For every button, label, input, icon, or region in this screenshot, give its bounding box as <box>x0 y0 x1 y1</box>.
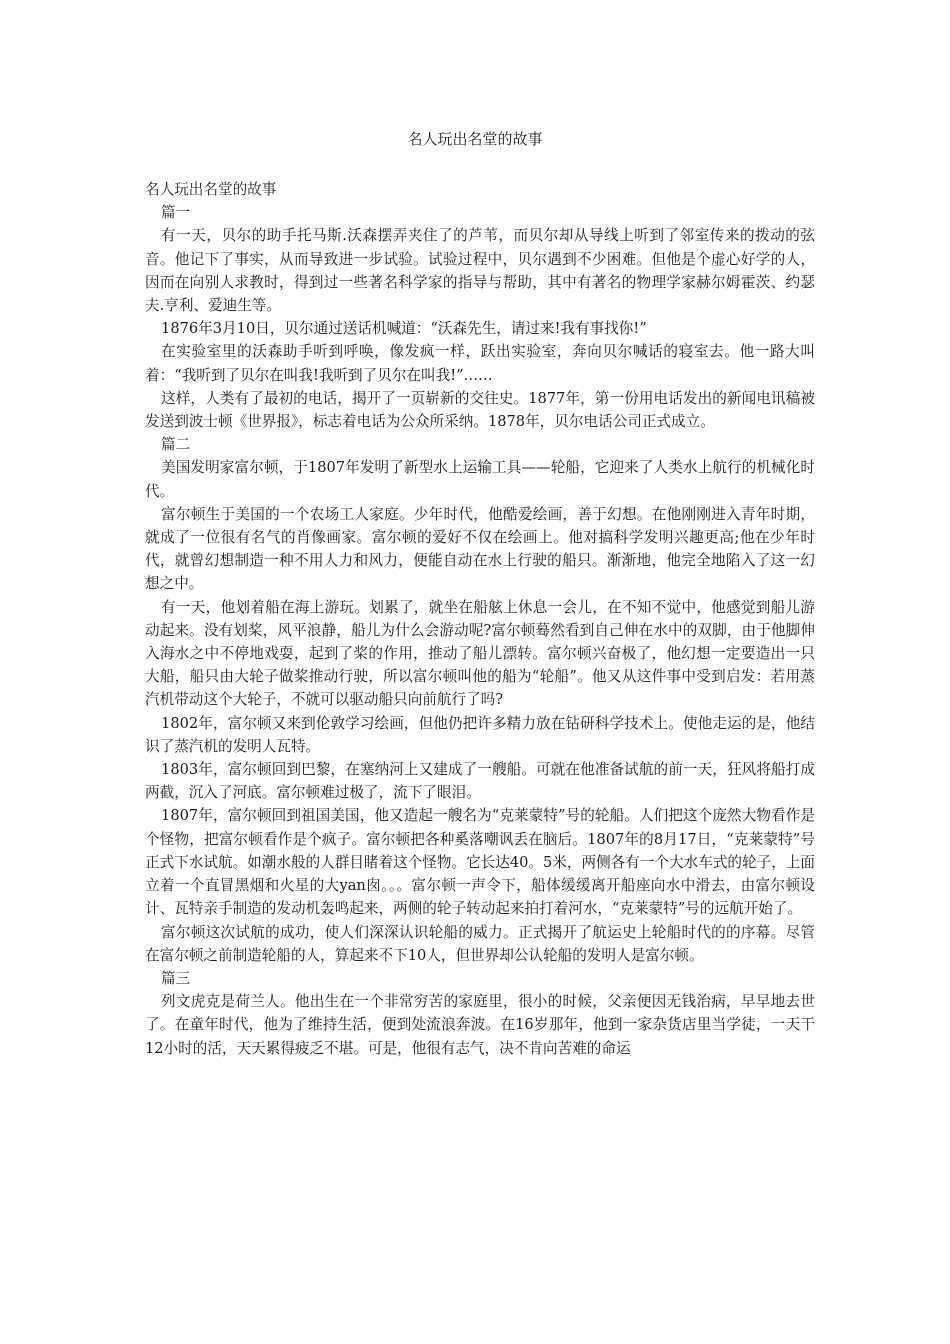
paragraph: 列文虎克是荷兰人。他出生在一个非常穷苦的家庭里，很小的时候，父亲便因无钱治病，早早地去世了。在童年时代，他为了维持生活，便到处流浪奔波。在16岁那年，他到一家杂货店里当学徒，一天干12小时的活，天天累得疲乏不堪。可是，他很有志气，决不肯向苦难的命运 <box>145 993 815 1057</box>
document-body <box>145 178 815 1060</box>
paragraph: 在实验室里的沃森助手听到呼唤，像发疯一样，跃出实验室，奔向贝尔喊话的寝室去。他一路大叫着：“我听到了贝尔在叫我!我听到了贝尔在叫我!”…… <box>145 343 815 384</box>
document-subtitle: 名人玩出名堂的故事 <box>145 181 277 198</box>
paragraph: 1807年，富尔顿回到祖国美国，他又造起一艘名为“克莱蒙特”号的轮船。人们把这个庞然大物看作是个怪物，把富尔顿看作是个疯子。富尔顿把各种奚落嘲讽丢在脑后。1807年的8月17日，“克莱蒙特”号正式下水试航。如潮水般的人群目睹着这个怪物。它长达40。5米，两侧各有一个大水车式的轮子，上面立着一个直冒黑烟和火星的大yan囱。。。富尔顿一声令下，船体缓缓离开船座向水中滑去，由富尔顿设计、瓦特亲手制造的发动机轰鸣起来，两侧的轮子转动起来拍打着河水，“克莱蒙特”号的远航开始了。 <box>145 807 815 918</box>
paragraph: 有一天，他划着船在海上游玩。划累了，就坐在船舷上休息一会儿，在不知不觉中，他感觉到船儿游动起来。没有划桨，风平浪静，船儿为什么会游动呢?富尔顿蓦然看到自己伸在水中的双脚，由于他脚伸入海水之中不停地戏耍，起到了桨的作用，推动了船儿漂转。富尔顿兴奋极了，他幻想一定要造出一只大船，船只由大轮子做桨推动行驶，所以富尔顿叫他的船为“轮船”。他又从这件事中受到启发：若用蒸汽机带动这个大轮子，不就可以驱动船只向前航行了吗? <box>145 598 815 709</box>
paragraph: 这样，人类有了最初的电话，揭开了一页崭新的交往史。1877年，第一份用电话发出的新闻电讯稿被发送到波士顿《世界报》，标志着电话为公众所采纳。1878年，贝尔电话公司正式成立。 <box>145 389 815 431</box>
paragraph: 1803年，富尔顿回到巴黎，在塞纳河上又建成了一艘船。可就在他准备试航的前一天，狂风将船打成两截，沉入了河底。富尔顿难过极了，流下了眼泪。 <box>145 761 815 802</box>
paragraph: 1802年，富尔顿又来到伦敦学习绘画，但他仍把许多精力放在钻研科学技术上。使他走运的是，他结识了蒸汽机的发明人瓦特。 <box>145 714 815 755</box>
paragraph: 美国发明家富尔顿，于1807年发明了新型水上运输工具——轮船，它迎来了人类水上航行的机械化时代。 <box>145 459 815 500</box>
page-title: 名人玩出名堂的故事 <box>407 130 543 148</box>
paragraph: 富尔顿这次试航的成功，使人们深深认识轮船的威力。正式揭开了航运史上轮船时代的的序幕。尽管在富尔顿之前制造轮船的人，算起来不下10人，但世界却公认轮船的发明人是富尔顿。 <box>145 923 815 964</box>
section-heading: 篇一 <box>161 204 191 222</box>
paragraph: 有一天，贝尔的助手托马斯.沃森摆弄夹住了的芦苇，而贝尔却从导线上听到了邻室传来的拨动的弦音。他记下了事实，从而导致进一步试验。试验过程中，贝尔遇到不少困难。但他是个虚心好学的人，因而在向别人求教时，得到过一些著名科学家的指导与帮助，其中有著名的物理学家赫尔姆霍茨、约瑟夫.亨利、爱迪生等。 <box>145 227 815 315</box>
section-heading: 篇二 <box>161 436 191 454</box>
paragraph: 富尔顿生于美国的一个农场工人家庭。少年时代，他酷爱绘画，善于幻想。在他刚刚进入青年时期，就成了一位很有名气的肖像画家。富尔顿的爱好不仅在绘画上。他对搞科学发明兴趣更高;他在少年时代，就曾幻想制造一种不用人力和风力，便能自动在水上行驶的船只。渐渐地，他完全地陷入了这一幻想之中。 <box>145 505 815 593</box>
section-heading: 篇三 <box>161 969 191 987</box>
paragraph: 1876年3月10日，贝尔通过送话机喊道：“沃森先生，请过来!我有事找你!” <box>161 320 647 338</box>
